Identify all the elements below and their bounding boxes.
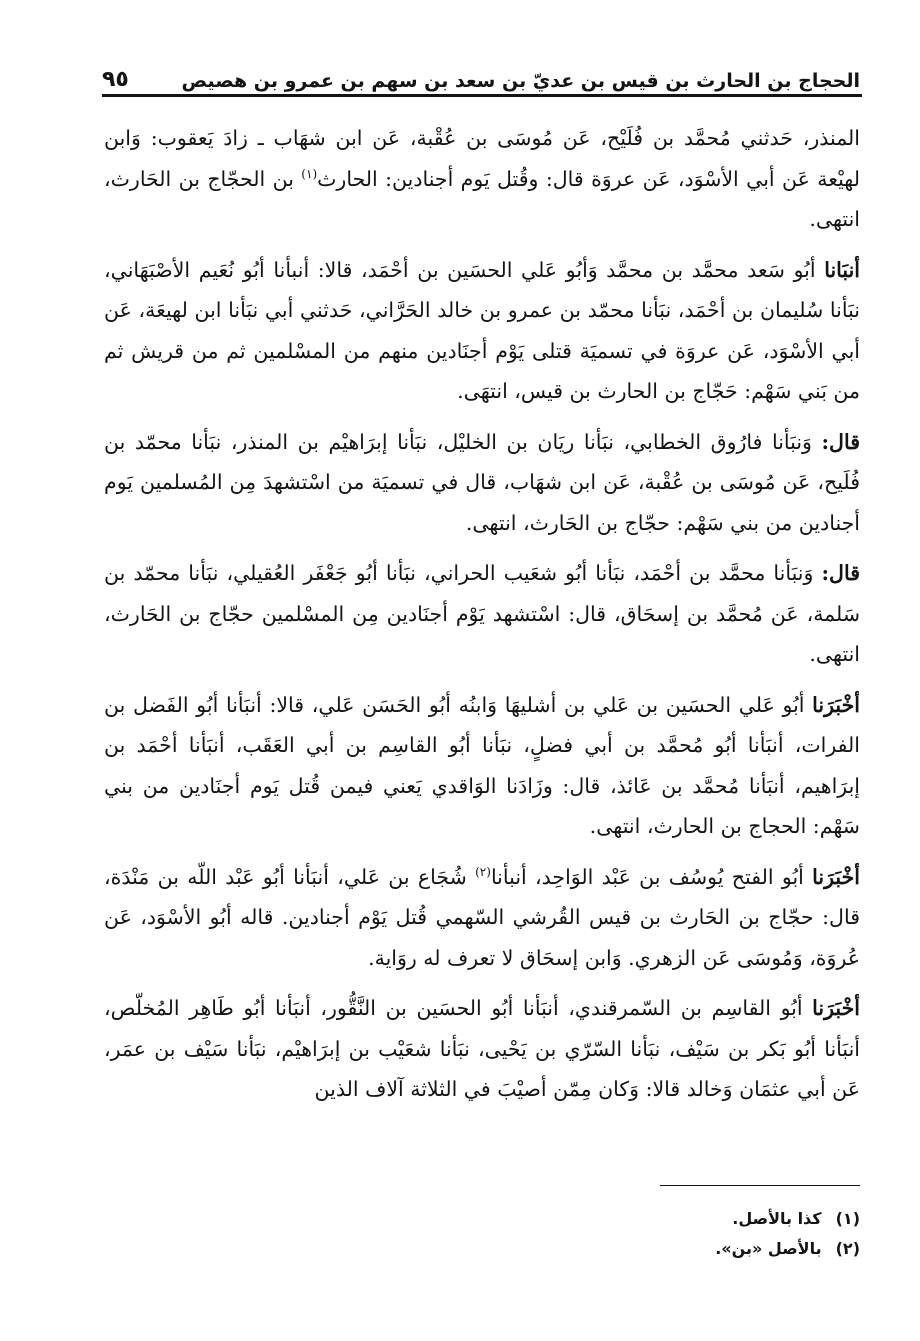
- paragraph-text: وَنبَأنا محمَّد بن أحْمَد، نبَأنا أبُو شعَيب الحراني، نبَأنا أبُو جَعْفَر العُقيلي، نبَأنا محمّد بن سَلمة، عَن مُحمَّد بن إسحَاق، قال: اسْتشهد يَوْم أجنَادين مِن المسْلمين حجّاج بن الحَارث، انتهى.: [104, 561, 860, 666]
- paragraph: [104, 857, 860, 979]
- paragraph-text: أبُو القاسِم بن السّمرقندي، أنبَأنا أبُو الحسَين بن النَّقُّور، أنبَأنا أبُو طَاهِر المُخلّص، أنبَأنا أبُو بَكر بن سَيْف، نبَأنا السّرّي بن يَحْيى، نبَأنا شعَيْب بن إبرَاهيْم، نبَأنا سَيْف بن عمَر، عَن أبي عثمَان وَخالد قالا: وَكان مِمّن أصيْبَ في الثلاثة آلاف الذين: [104, 996, 860, 1101]
- page-number: ٩٥: [102, 67, 129, 92]
- paragraph-lead: أخْبَرَنا: [812, 864, 860, 889]
- footnote-ref: (٢): [475, 864, 491, 879]
- footnote: [104, 1204, 860, 1234]
- paragraph-text-continued: بن الحجّاج بن الحَارث، انتهى.: [104, 166, 860, 231]
- paragraph-text-continued: شُجَاع بن عَلي، أنبَأنا أبُو عَبْد اللّه بن مَنْدَة، قال: حجّاج بن الحَارث بن قيس القُرشي السّهمي قُتل يَوْم أجنادين. قاله أبُو الأسْوَد، عَن عُروَة، وَمُوسَى عَن الزهري. وَابن إسحَاق لا تعرف له روَاية.: [104, 864, 860, 970]
- footnote: [104, 1234, 860, 1264]
- footnote-text: بالأصل «بن».: [715, 1239, 822, 1258]
- footnote-rule: [660, 1185, 860, 1186]
- footnotes: [104, 1204, 860, 1264]
- paragraph-lead: قال:: [821, 429, 860, 454]
- footnote-marker: (٢): [835, 1239, 860, 1258]
- paragraph-text: المنذر، حَدثني مُحمَّد بن فُلَيْح، عَن مُوسَى بن عُقْبة، عَن ابن شهَاب ـ زادَ يَعقوب: وَابن لهيْعة عَن أبي الأسْوَد، عَن عروَة قال: وقُتل يَوم أجنادين: الحارث: [104, 126, 861, 191]
- paragraph-lead: أنبَانا: [824, 257, 860, 282]
- paragraph: [104, 118, 860, 240]
- footnote-marker: (١): [835, 1209, 860, 1228]
- header-rule: [102, 94, 862, 97]
- footnote-ref: (١): [301, 166, 318, 181]
- paragraph-text: أبُو الفتح يُوسُف بن عَبْد الوَاحِد، أنبأنا: [490, 864, 813, 889]
- main-text: [104, 118, 860, 1120]
- paragraph-text: أبُو عَلي الحسَين بن عَلي بن أشليهَا وَابنُه أبُو الحَسَن عَلي، قالا: أنبَأنا أبُو الفَضل بن الفرات، أنبَأنا أبُو مُحمَّد بن أبي فضلٍ، نبَأنا أبُو القاسِم بن أبي العَقَب، أنبَأنا أحْمَد بن إبرَاهيم، أنبَأنا مُحمَّد بن عَائذ، قال: وزَادَنا الوَاقدي يَعني فيمن قُتل يَوم أجنَادين من بني سَهْم: الحجاج بن الحارث، انتهى.: [104, 692, 860, 838]
- running-title: الحجاج بن الحارث بن قيس بن عديّ بن سعد بن سهم بن عمرو بن هصيص: [181, 70, 860, 92]
- paragraph-lead: قال:: [821, 561, 860, 585]
- page-header: [102, 56, 860, 92]
- paragraph-text: وَنبَأنا فارُوق الخطابي، نبَأنا ريَان بن الخليْل، نبَأنا إبرَاهيْم بن المنذر، نبَأنا محمّد بن فُلَيح، عَن مُوسَى بن عُقْبة، عَن ابن شهَاب، قال في تسميَة من اسْتشهدَ مِن المُسلمين يَوم أجنادين من بني سَهْم: حجّاج بن الحَارث، انتهى.: [104, 429, 860, 535]
- paragraph: [104, 250, 860, 412]
- paragraph-text: أبُو سَعد محمَّد بن محمَّد وَأبُو عَلي الحسَين بن أحْمَد، قالا: أنبأنا أبُو نُعَيم الأصْبَهَاني، نبَأنا سُليمان بن أحْمَد، نبَأنا محمّد بن عمرو بن خالد الحَرَّاني، حَدثني أبي نبَأنا ابن لهيعَة، عَن أبي الأسْوَد، عَن عروَة في تسميَة قتلى يَوْم أجنَادين منهم من المسْلمين ثم من قريش ثم من بَني سَهْم: حَجّاج بن الحارث بن قيس، انتهَى.: [104, 257, 860, 403]
- paragraph-lead: أخْبَرَنا: [812, 996, 860, 1020]
- paragraph: [104, 422, 860, 544]
- paragraph: [104, 685, 860, 847]
- paragraph: [104, 988, 860, 1110]
- footnote-text: كذا بالأصل.: [732, 1209, 822, 1228]
- paragraph-lead: أخْبَرَنا: [812, 692, 860, 717]
- paragraph: [104, 553, 860, 675]
